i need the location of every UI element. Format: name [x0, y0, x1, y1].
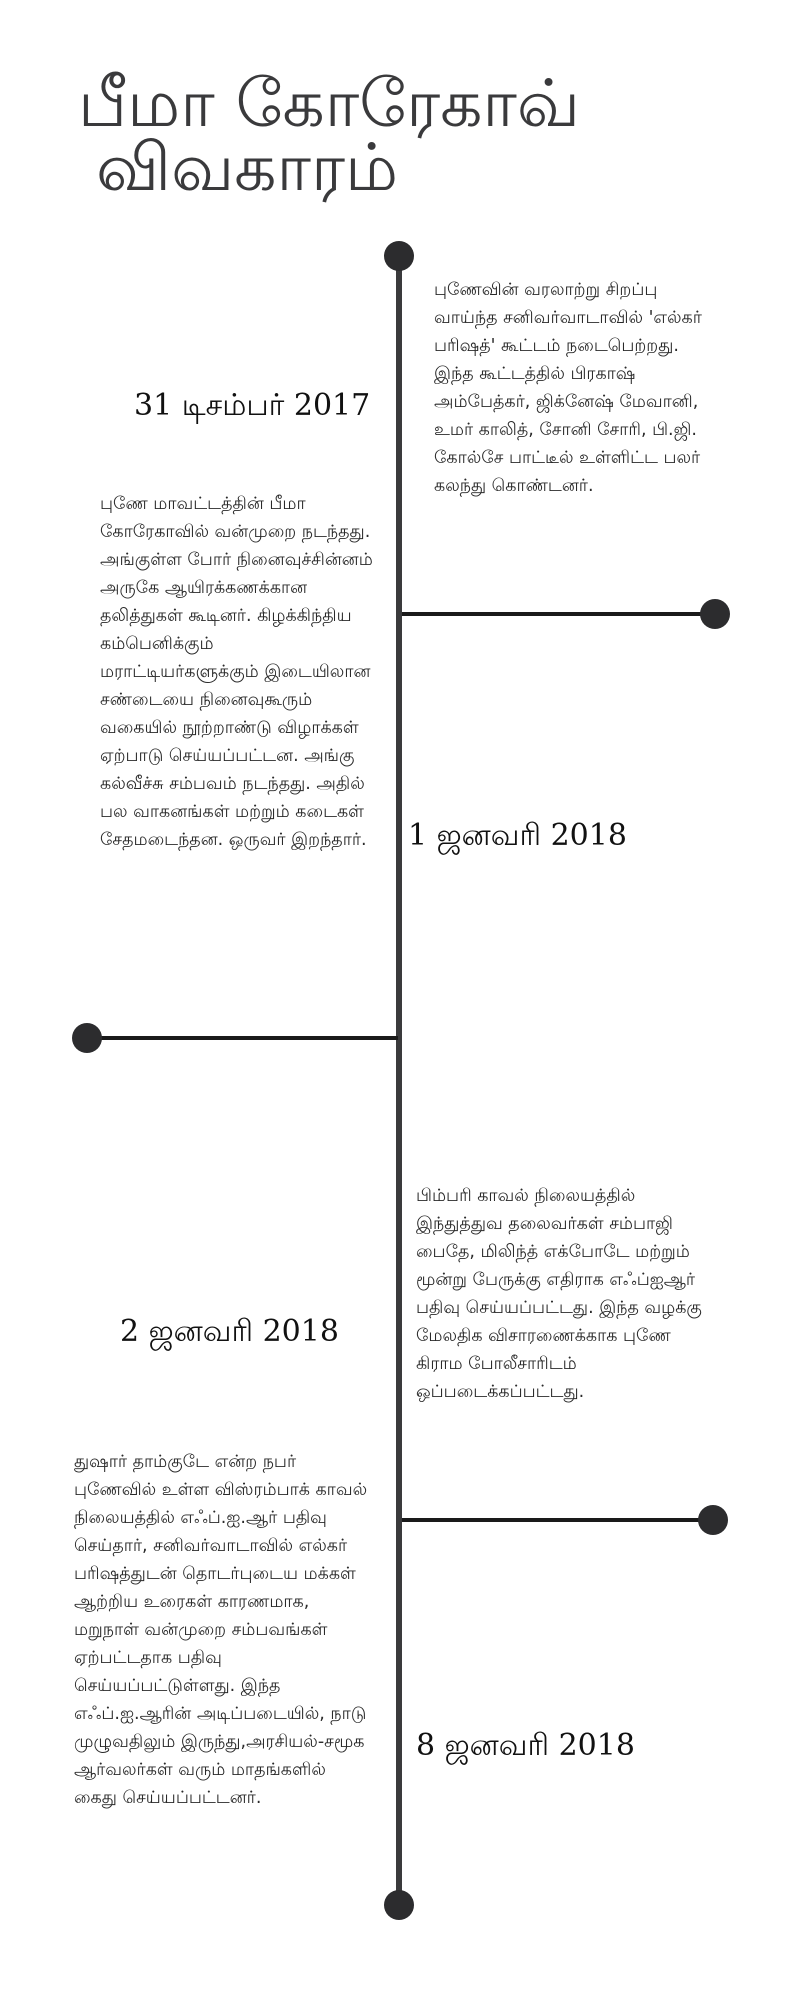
event-date-dec-31-2017: 31 டிசம்பர் 2017	[134, 388, 371, 423]
page-title-line-1: பீமா கோரேகாவ்	[78, 65, 581, 142]
event-connector-dec-31-2017	[402, 612, 714, 616]
event-date-jan-2-2018: 2 ஜனவரி 2018	[120, 1314, 339, 1349]
event-date-jan-1-2018: 1 ஜனவரி 2018	[408, 818, 627, 853]
event-node-jan-2-2018	[698, 1505, 728, 1535]
event-node-jan-1-2018	[72, 1023, 102, 1053]
event-date-jan-8-2018: 8 ஜனவரி 2018	[416, 1728, 635, 1763]
page-title-line-2: விவகாரம்	[96, 129, 399, 206]
event-description-jan-1-2018: புணே மாவட்டத்தின் பீமா கோரேகாவில் வன்முறை நடந்தது. அங்குள்ள போர் நினைவுச்சின்னம் அருகே ஆயிரக்கணக்கான தலித்துகள் கூடினர். கிழக்கிந்திய கம்பெனிக்கும் மராட்டியர்களுக்கும் இடையிலான சண்டையை நினைவுகூரும் வகையில் நூற்றாண்டு விழாக்கள் ஏற்பாடு செய்யப்பட்டன. அங்கு கல்வீச்சு சம்பவம் நடந்தது. அதில் பல வாகனங்கள் மற்றும் கடைகள் சேதமடைந்தன. ஒருவர் இறந்தார்.	[100, 494, 373, 850]
timeline-start-dot	[384, 241, 414, 271]
event-connector-jan-1-2018	[86, 1036, 398, 1040]
event-description-jan-2-2018: பிம்பரி காவல் நிலையத்தில் இந்துத்துவ தலைவர்கள் சம்பாஜி பைதே, மிலிந்த் எக்போடே மற்றும் மூன்று பேருக்கு எதிராக எஃப்ஐஆர் பதிவு செய்யப்பட்டது. இந்த வழக்கு மேலதிக விசாரணைக்காக புணே கிராம போலீசாரிடம் ஒப்படைக்கப்பட்டது.	[416, 1186, 702, 1402]
timeline-end-dot	[384, 1890, 414, 1920]
event-description-jan-8-2018: துஷார் தாம்குடே என்ற நபர் புணேவில் உள்ள விஸ்ரம்பாக் காவல் நிலையத்தில் எஃப்.ஐ.ஆர் பதிவு செய்தார், சனிவர்வாடாவில் எல்கர் பரிஷத்துடன் தொடர்புடைய மக்கள் ஆற்றிய உரைகள் காரணமாக, மறுநாள் வன்முறை சம்பவங்கள் ஏற்பட்டதாக பதிவு செய்யப்பட்டுள்ளது. இந்த எஃப்.ஐ.ஆரின் அடிப்படையில், நாடு முழுவதிலும் இருந்து,அரசியல்-சமூக ஆர்வலர்கள் வரும் மாதங்களில் கைது செய்யப்பட்டனர்.	[74, 1452, 368, 1808]
timeline-spine	[396, 257, 402, 1910]
page-title	[78, 65, 718, 206]
event-node-dec-31-2017	[700, 599, 730, 629]
event-connector-jan-2-2018	[402, 1518, 714, 1522]
event-description-dec-31-2017: புணேவின் வரலாற்று சிறப்பு வாய்ந்த சனிவர்வாடாவில் 'எல்கர் பரிஷத்' கூட்டம் நடைபெற்றது. இந்த கூட்டத்தில் பிரகாஷ் அம்பேத்கர், ஜிக்னேஷ் மேவானி, உமர் காலித், சோனி சோரி, பி.ஜி. கோல்சே பாட்டீல் உள்ளிட்ட பலர் கலந்து கொண்டனர்.	[434, 280, 702, 496]
